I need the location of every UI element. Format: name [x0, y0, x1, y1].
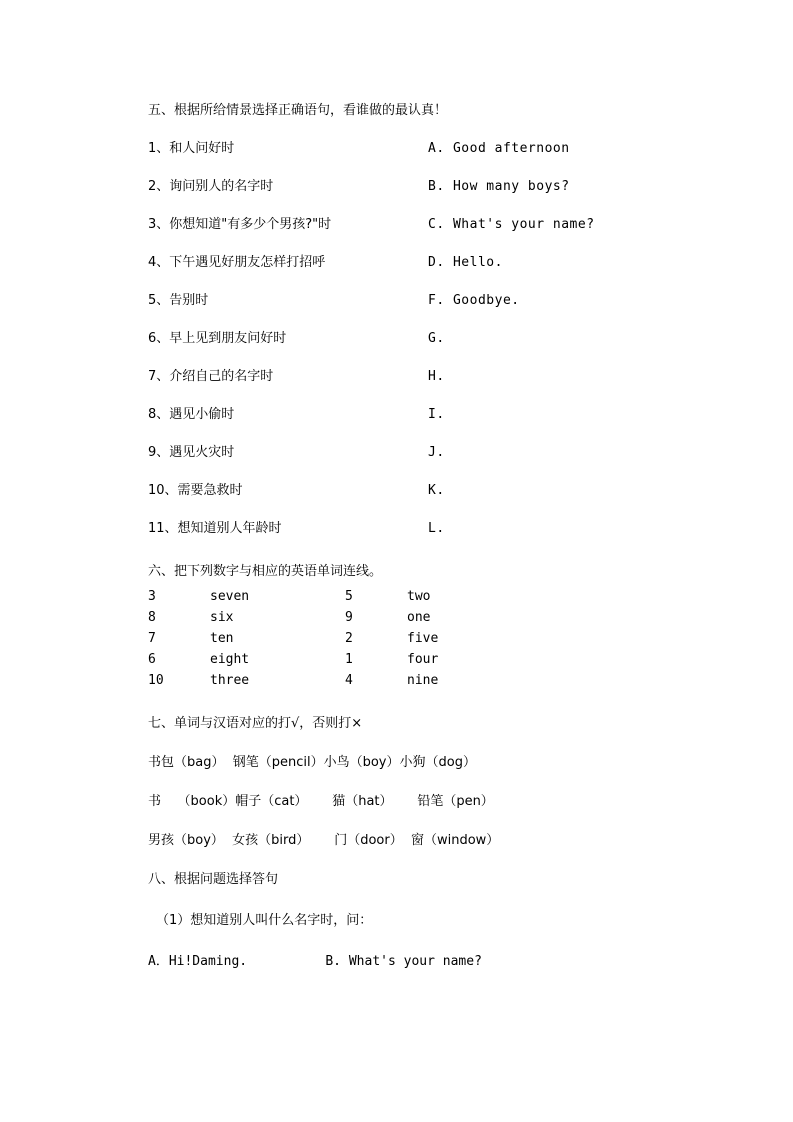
- match-option: K.: [428, 483, 445, 498]
- number-cell: 10: [148, 673, 164, 688]
- table-row: [148, 652, 507, 673]
- match-option: A. Good afternoon: [428, 141, 570, 156]
- match-prompt: 5、告别时: [148, 293, 209, 308]
- list-item: [148, 289, 648, 308]
- match-option: C. What's your name?: [428, 217, 595, 232]
- number-cell: 4: [345, 673, 353, 688]
- document-body: [148, 104, 648, 969]
- number-cell: 5: [345, 589, 353, 604]
- section-7-heading: 七、单词与汉语对应的打√，否则打×: [148, 716, 363, 731]
- word-cell: eight: [210, 652, 250, 667]
- match-prompt: 11、想知道别人年龄时: [148, 521, 282, 536]
- table-row: [148, 631, 507, 652]
- word-cell: ten: [210, 631, 234, 646]
- list-item: [148, 517, 648, 536]
- word-cell: one: [407, 610, 431, 625]
- section-7-line: 书 （book）帽子（cat） 猫（hat） 铅笔（pen）: [148, 794, 494, 809]
- number-cell: 6: [148, 652, 156, 667]
- section-8-answer-options: A．Hi!Daming. B. What's your name?: [148, 954, 482, 969]
- match-prompt: 9、遇见火灾时: [148, 445, 235, 460]
- match-prompt: 4、下午遇见好朋友怎样打招呼: [148, 255, 326, 270]
- match-option: B. How many boys?: [428, 179, 570, 194]
- word-cell: five: [407, 631, 439, 646]
- section-7-line: 男孩（boy） 女孩（bird） 门（door） 窗（window）: [148, 833, 500, 848]
- section-6-heading: 六、把下列数字与相应的英语单词连线。: [148, 564, 383, 579]
- word-cell: three: [210, 673, 250, 688]
- word-cell: seven: [210, 589, 250, 604]
- number-cell: 9: [345, 610, 353, 625]
- word-cell: six: [210, 610, 234, 625]
- table-row: [148, 589, 507, 610]
- table-row: [148, 610, 507, 631]
- match-prompt: 2、询问别人的名字时: [148, 179, 274, 194]
- match-prompt: 3、你想知道"有多少个男孩?"时: [148, 217, 332, 232]
- match-option: F. Goodbye.: [428, 293, 520, 308]
- table-row: [148, 673, 507, 694]
- list-item: [148, 327, 648, 346]
- match-prompt: 8、遇见小偷时: [148, 407, 235, 422]
- match-prompt: 1、和人问好时: [148, 141, 235, 156]
- number-cell: 3: [148, 589, 156, 604]
- match-option: I.: [428, 407, 445, 422]
- list-item: [148, 137, 648, 156]
- number-cell: 2: [345, 631, 353, 646]
- word-cell: two: [407, 589, 431, 604]
- list-item: [148, 403, 648, 422]
- section-6-number-word-table: [148, 589, 507, 694]
- section-8-question: （1）想知道别人叫什么名字时，问：: [156, 913, 373, 928]
- match-option: D. Hello.: [428, 255, 503, 270]
- match-option: J.: [428, 445, 445, 460]
- number-cell: 8: [148, 610, 156, 625]
- match-prompt: 6、早上见到朋友问好时: [148, 331, 287, 346]
- section-7-line: 书包（bag） 钢笔（pencil）小鸟（boy）小狗（dog）: [148, 755, 476, 770]
- list-item: [148, 213, 648, 232]
- word-cell: four: [407, 652, 439, 667]
- number-cell: 1: [345, 652, 353, 667]
- section-5-heading: 五、根据所给情景选择正确语句，看谁做的最认真！: [148, 103, 448, 118]
- list-item: [148, 365, 648, 384]
- list-item: [148, 175, 648, 194]
- list-item: [148, 479, 648, 498]
- section-8-heading: 八、根据问题选择答句: [148, 872, 279, 887]
- match-option: L.: [428, 521, 445, 536]
- match-option: H.: [428, 369, 445, 384]
- number-cell: 7: [148, 631, 156, 646]
- match-option: G.: [428, 331, 445, 346]
- section-5-match-list: [148, 137, 648, 536]
- list-item: [148, 251, 648, 270]
- list-item: [148, 441, 648, 460]
- word-cell: nine: [407, 673, 439, 688]
- match-prompt: 7、介绍自己的名字时: [148, 369, 274, 384]
- match-prompt: 10、需要急救时: [148, 483, 243, 498]
